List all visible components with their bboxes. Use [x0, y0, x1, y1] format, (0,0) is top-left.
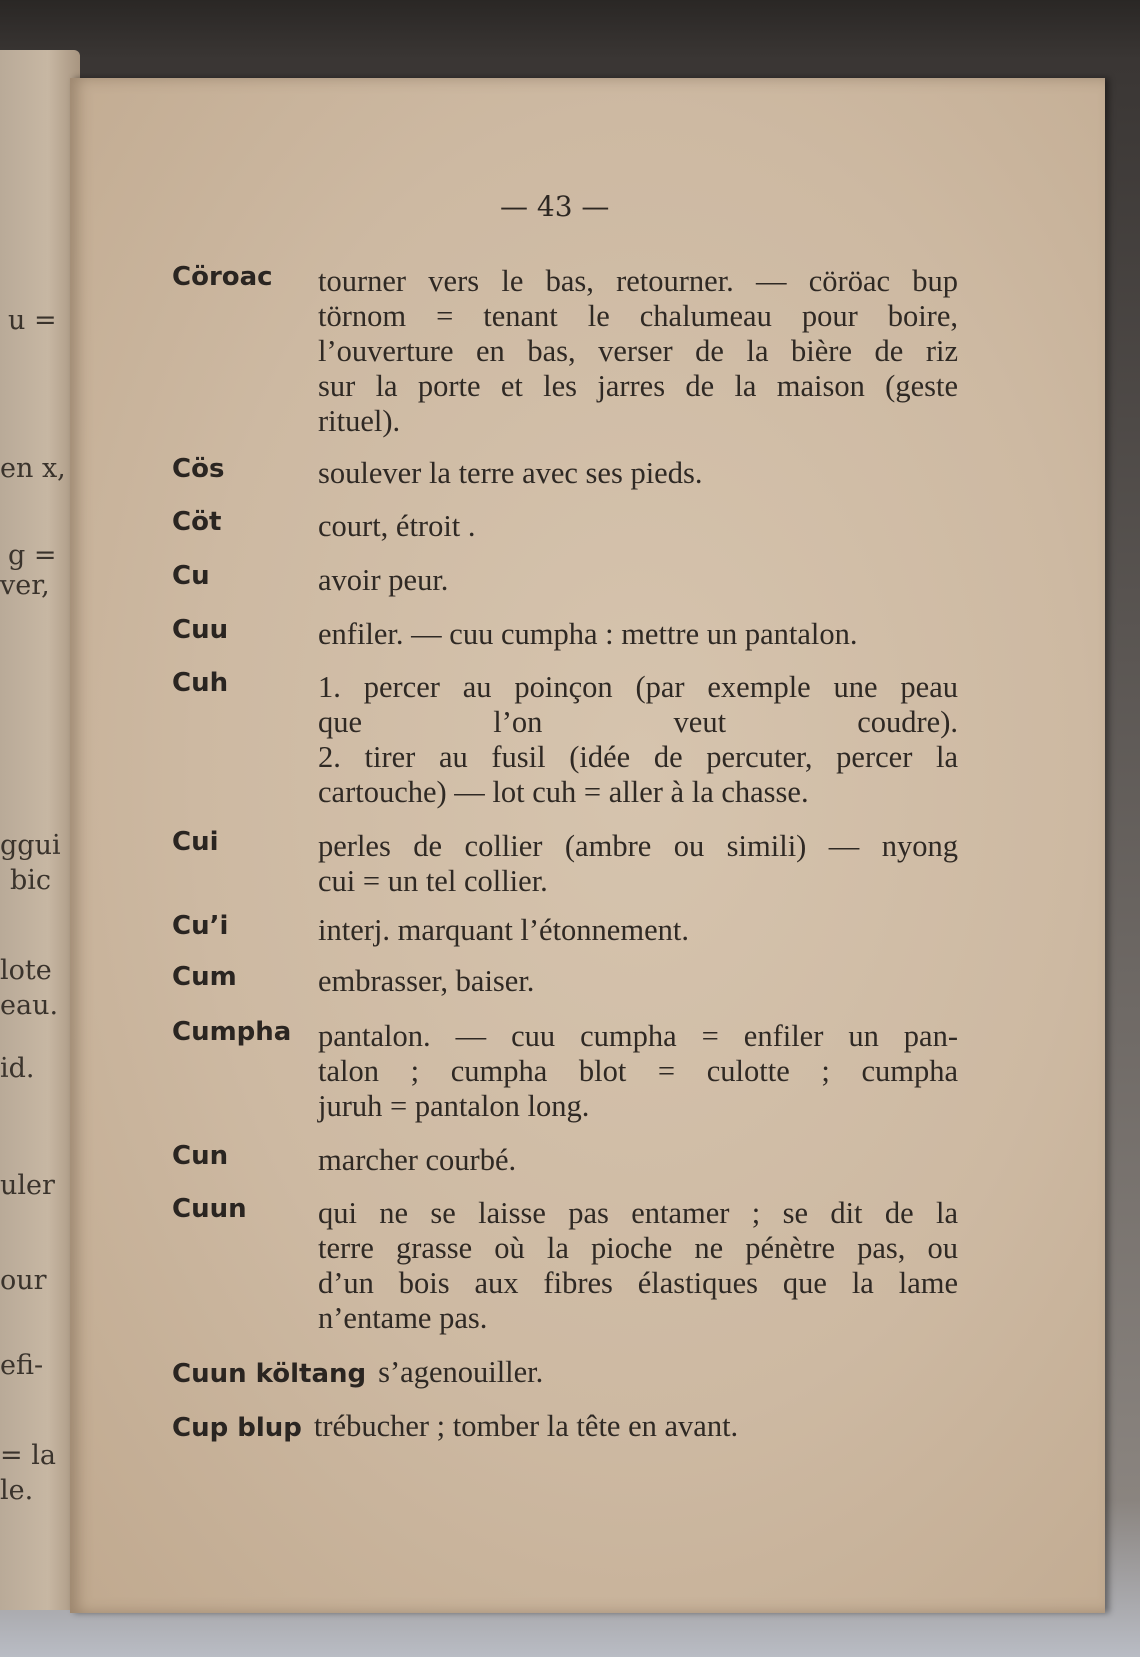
definition-line: talon ; cumpha blot = culotte ; cumpha: [318, 1054, 958, 1088]
definition-line: 2. tirer au fusil (idée de percuter, percer la: [318, 740, 958, 774]
left-page-edge: [0, 50, 80, 1610]
definition-line: rituel).: [318, 404, 401, 438]
entry-headword: Cui: [172, 827, 219, 857]
entry-definition: [318, 563, 958, 598]
definition-line: tourner vers le bas, retourner. — cöröac bup: [318, 264, 958, 298]
definition-line: marcher courbé.: [318, 1143, 517, 1177]
definition-line: trébucher ; tomber la tête en avant.: [313, 1409, 739, 1443]
entry-headword: Cuh: [172, 668, 229, 698]
left-page-fragment: u =: [8, 305, 57, 336]
entry-definition: [318, 1196, 958, 1336]
definition-line: qui ne se laisse pas entamer ; se dit de la: [318, 1196, 958, 1230]
entry-headword: Cu’i: [172, 911, 229, 941]
entry-definition: [318, 509, 958, 544]
entry-headword: Cum: [172, 962, 237, 992]
definition-line: avoir peur.: [318, 563, 449, 597]
definition-line: cui = un tel collier.: [318, 864, 548, 898]
definition-line: que l’on veut coudre).: [318, 705, 958, 739]
entry-definition: [314, 1409, 738, 1443]
entry-definition: [318, 456, 958, 491]
entry-definition: [318, 617, 958, 652]
definition-line: perles de collier (ambre ou simili) — nyong: [318, 829, 958, 863]
entry-definition: [378, 1355, 543, 1389]
left-page-fragment: ggui: [0, 830, 61, 861]
definition-line: enfiler. — cuu cumpha : mettre un pantalon.: [318, 617, 858, 651]
left-page-fragment: efi-: [0, 1350, 44, 1381]
entry-definition: [318, 1019, 958, 1124]
left-page-fragment: = la: [0, 1440, 56, 1471]
definition-line: juruh = pantalon long.: [318, 1089, 590, 1123]
entry-headword: Cu: [172, 561, 210, 591]
left-page-fragment: bic: [10, 865, 52, 896]
definition-line: terre grasse où la pioche ne pénètre pas, ou: [318, 1231, 958, 1265]
entry-definition: [318, 670, 958, 810]
definition-line: pantalon. — cuu cumpha = enfiler un pan-: [318, 1019, 958, 1053]
entry-headword: Cös: [172, 454, 225, 484]
dictionary-entry: [172, 1355, 1024, 1390]
left-page-fragment: en x,: [0, 453, 66, 484]
definition-line: n’entame pas.: [318, 1301, 488, 1335]
entry-definition: [318, 964, 958, 999]
definition-line: d’un bois aux fibres élastiques que la lame: [318, 1266, 958, 1300]
book-page: [70, 78, 1105, 1613]
left-page-fragment: ver,: [0, 570, 50, 601]
entry-definition: [318, 264, 958, 439]
definition-line: cartouche) — lot cuh = aller à la chasse.: [318, 775, 809, 809]
definition-line: s’agenouiller.: [378, 1355, 544, 1389]
entry-definition: [318, 829, 958, 899]
page-number: — 43 —: [500, 190, 610, 223]
definition-line: l’ouverture en bas, verser de la bière de riz: [318, 334, 958, 368]
left-page-fragment: lote: [0, 955, 52, 986]
left-page-fragment: le.: [0, 1475, 34, 1506]
entry-headword: Cup blup: [172, 1413, 302, 1443]
entry-headword: Cöt: [172, 507, 222, 537]
entry-headword: Cuun költang: [172, 1359, 367, 1389]
entry-headword: Cumpha: [172, 1017, 292, 1047]
entry-headword: Cuun: [172, 1194, 247, 1224]
definition-line: sur la porte et les jarres de la maison (geste: [318, 369, 958, 403]
definition-line: embrasser, baiser.: [318, 964, 535, 998]
dictionary-entry: [172, 1409, 1024, 1444]
left-page-fragment: our: [0, 1265, 47, 1296]
entry-headword: Cuu: [172, 615, 229, 645]
entry-headword: Cun: [172, 1141, 229, 1171]
definition-line: soulever la terre avec ses pieds.: [318, 456, 703, 490]
definition-line: court, étroit .: [318, 509, 476, 543]
left-page-fragment: id.: [0, 1053, 35, 1084]
left-page-fragment: uler: [0, 1170, 55, 1201]
definition-line: interj. marquant l’étonnement.: [318, 913, 689, 947]
entry-definition: [318, 913, 958, 948]
definition-line: 1. percer au poinçon (par exemple une peau: [318, 670, 958, 704]
left-page-fragment: eau.: [0, 990, 59, 1021]
entry-headword: Cöroac: [172, 262, 273, 292]
entry-definition: [318, 1143, 958, 1178]
definition-line: törnom = tenant le chalumeau pour boire,: [318, 299, 958, 333]
left-page-fragment: g =: [8, 540, 57, 571]
